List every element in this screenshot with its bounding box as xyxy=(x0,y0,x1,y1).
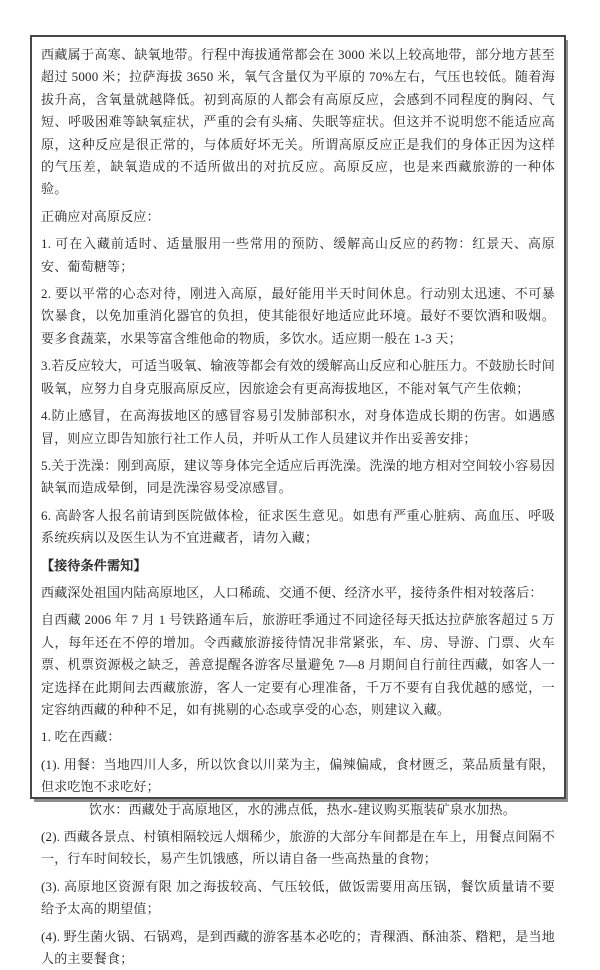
altitude-tip-item-6: 6. 高龄客人报名前请到医院做体检，征求医生意见。如患有严重心脏病、高血压、呼吸系统疾病以及医生认为不宜进藏者，请勿入藏； xyxy=(41,507,555,546)
reception-detail-paragraph: 自西藏 2006 年 7 月 1 号铁路通车后，旅游旺季通过不同途径每天抵达拉萨旅客超过 5 万人，每年还在不停的增加。令西藏旅游接待情况非常紧张，车、房、导游、门票、火车票、机票资源极之缺乏，善意提醒各游客尽量避免 7—8 月期间自行前往西藏，如客人一定选择在此期间去西藏旅游，客人一定要有心理准备，千万不要有自我优越的感觉，一定容纳西藏的种种不足，如有挑剔的心态或享受的心态，则建议入藏。 xyxy=(41,612,555,717)
eating-item-3: (3). 高原地区资源有限 加之海拔较高、气压较低，做饭需要用高压锅，餐饮质量请不要给予太高的期望值； xyxy=(41,878,555,917)
eating-in-tibet-heading: 1. 吃在西藏： xyxy=(41,729,121,745)
reception-intro-paragraph: 西藏深处祖国内陆高原地区，人口稀疏、交通不便、经济水平，接待条件相对较落后： xyxy=(41,584,543,600)
altitude-tip-item-5: 5.关于洗澡：刚到高原，建议等身体完全适应后再洗澡。洗澡的地方相对空间较小容易因缺氧而造成晕倒，同是洗澡容易受凉感冒。 xyxy=(41,457,555,496)
document-page xyxy=(30,35,566,967)
eating-item-1-water-line: 饮水：西藏处于高原地区，水的沸点低，热水-建议购买瓶装矿泉水加热。 xyxy=(89,801,516,817)
eating-item-2: (2). 西藏各景点、村镇相隔较远人烟稀少，旅游的大部分车间都是在车上，用餐点间隔不一，行车时间较长，易产生饥饿感，所以请自备一些高热量的食物； xyxy=(41,829,555,867)
eating-item-4: (4). 野生菌火锅、石锅鸡，是到西藏的游客基本必吃的；青稞酒、酥油茶、糌粑，是当地人的主要餐食； xyxy=(41,928,555,967)
section-heading-reception-notice: 【接待条件需知】 xyxy=(41,557,147,573)
section-heading-altitude-response: 正确应对高原反应： xyxy=(41,208,160,224)
eating-item-1 xyxy=(41,754,555,821)
altitude-tip-item-2: 2. 要以平常的心态对待，刚进入高原，最好能用半天时间休息。行动别太迅速、不可暴饮暴食，以免加重消化器官的负担，使其能很好地适应此环境。最好不要饮酒和吸烟。要多食蔬菜，水果等富含维他命的物质，多饮水。适应期一般在 1-3 天； xyxy=(41,286,555,346)
eating-item-1-dining-line: (1). 用餐：当地四川人多，所以饮食以川菜为主，偏辣偏咸，食材匮乏，菜品质量有限，但求吃饱不求吃好； xyxy=(41,756,555,795)
altitude-tip-item-3: 3.若反应较大，可适当吸氧、输液等都会有效的缓解高山反应和心脏压力。不鼓励长时间吸氧，应努力自身克服高原反应，因旅途会有更高海拔地区，不能对氧气产生依赖； xyxy=(41,358,555,396)
altitude-tip-item-1: 1. 可在入藏前适时、适量服用一些常用的预防、缓解高山反应的药物：红景天、高原安、葡萄糖等； xyxy=(41,236,555,274)
altitude-tip-item-4: 4.防止感冒，在高海拔地区的感冒容易引发肺部积水，对身体造成长期的伤害。如遇感冒，则应立即告知旅行社工作人员，并听从工作人员建议并作出妥善安排； xyxy=(41,408,555,446)
intro-paragraph: 西藏属于高寒、缺氧地带。行程中海拔通常都会在 3000 米以上较高地带，部分地方甚至超过 5000 米；拉萨海拔 3650 米，氧气含量仅为平原的 70%左右，气压也较低。随着海拔升高，含氧量就越降低。初到高原的人都会有高原反应，会感到不同程度的胸闷、气短、呼吸困难等缺氧症状，严重的会有头痛、失眠等症状。但这并不说明您不能适应高原，这种反应是很正常的，与体质好坏无关。所谓高原反应正是我们的身体正因为这样的气压差，缺氧造成的不适所做出的对抗反应。高原反应，也是来西藏旅游的一种体验。 xyxy=(41,47,555,197)
